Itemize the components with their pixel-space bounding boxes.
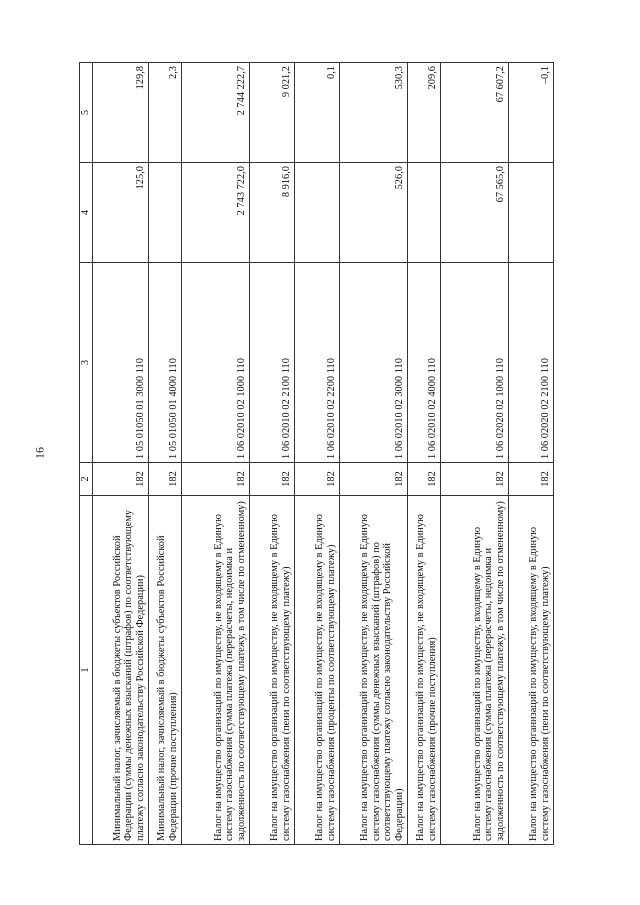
cell-admin: 182 bbox=[407, 463, 440, 496]
cell-name: Налог на имущество организаций по имуществу, не входящему в Единую систему газоснабжения (сумма платежа (перерасчеты, недоимка и задолженность по соответствующему платежу, в том числе по отмененному) bbox=[181, 496, 249, 845]
cell-code: 1 06 02020 02 1000 110 bbox=[440, 263, 508, 463]
cell-plan: 8 916,0 bbox=[249, 163, 294, 263]
cell-fact: 2 744 222,7 bbox=[181, 63, 249, 163]
cell-admin: 182 bbox=[440, 463, 508, 496]
cell-code: 1 05 01050 01 3000 110 bbox=[92, 263, 148, 463]
cell-code: 1 06 02010 02 4000 110 bbox=[407, 263, 440, 463]
table-row bbox=[339, 63, 407, 845]
cell-fact: 67 607,2 bbox=[440, 63, 508, 163]
table-header-row bbox=[80, 63, 93, 845]
cell-fact: 9 021,2 bbox=[249, 63, 294, 163]
revenue-table bbox=[79, 62, 554, 845]
table-row bbox=[407, 63, 440, 845]
cell-admin: 182 bbox=[181, 463, 249, 496]
cell-plan bbox=[294, 163, 339, 263]
cell-fact: 129,8 bbox=[92, 63, 148, 163]
cell-code: 1 06 02010 02 3000 110 bbox=[339, 263, 407, 463]
cell-name: Налог на имущество организаций по имуществу, входящему в Единую систему газоснабжения (пени по соответствующему платежу) bbox=[508, 496, 553, 845]
cell-name: Налог на имущество организаций по имуществу, не входящему в Единую систему газоснабжения (суммы денежных взысканий (штрафов) по соответствующему платежу согласно законодательству Российской Федерации) bbox=[339, 496, 407, 845]
table-row bbox=[92, 63, 148, 845]
header-col-3: 3 bbox=[80, 263, 93, 463]
rotated-table-container bbox=[79, 63, 551, 845]
header-col-1: 1 bbox=[80, 496, 93, 845]
cell-admin: 182 bbox=[92, 463, 148, 496]
cell-name: Налог на имущество организаций по имуществу, не входящему в Единую систему газоснабжения (проценты по соответствующему платежу) bbox=[294, 496, 339, 845]
cell-admin: 182 bbox=[148, 463, 181, 496]
cell-name: Налог на имущество организаций по имуществу, не входящему в Единую систему газоснабжения (пени по соответствующему платежу) bbox=[249, 496, 294, 845]
table-row bbox=[249, 63, 294, 845]
cell-plan: 526,0 bbox=[339, 163, 407, 263]
table-row bbox=[181, 63, 249, 845]
cell-name: Налог на имущество организаций по имуществу, входящему в Единую систему газоснабжения (сумма платежа (перерасчеты, недоимка и задолженность по соответствующему платежу, в том числе по отмененному) bbox=[440, 496, 508, 845]
cell-code: 1 06 02010 02 1000 110 bbox=[181, 263, 249, 463]
cell-code: 1 05 01050 01 4000 110 bbox=[148, 263, 181, 463]
header-col-5: 5 bbox=[80, 63, 93, 163]
cell-fact: 209,6 bbox=[407, 63, 440, 163]
cell-plan: 125,0 bbox=[92, 163, 148, 263]
cell-admin: 182 bbox=[294, 463, 339, 496]
cell-name: Налог на имущество организаций по имуществу, не входящему в Единую систему газоснабжения (прочие поступления) bbox=[407, 496, 440, 845]
cell-plan bbox=[148, 163, 181, 263]
cell-plan: 67 565,0 bbox=[440, 163, 508, 263]
table-row bbox=[440, 63, 508, 845]
cell-plan bbox=[508, 163, 553, 263]
cell-code: 1 06 02010 02 2200 110 bbox=[294, 263, 339, 463]
cell-fact: 0,1 bbox=[294, 63, 339, 163]
header-col-2: 2 bbox=[80, 463, 93, 496]
cell-fact: 2,3 bbox=[148, 63, 181, 163]
cell-name: Минимальный налог, зачисляемый в бюджеты субъектов Российской Федерации (прочие поступления) bbox=[148, 496, 181, 845]
cell-fact: –0,1 bbox=[508, 63, 553, 163]
table-row bbox=[508, 63, 553, 845]
cell-fact: 530,3 bbox=[339, 63, 407, 163]
cell-admin: 182 bbox=[249, 463, 294, 496]
table-row bbox=[294, 63, 339, 845]
page-number: 16 bbox=[32, 447, 47, 459]
cell-code: 1 06 02010 02 2100 110 bbox=[249, 263, 294, 463]
header-col-4: 4 bbox=[80, 163, 93, 263]
cell-admin: 182 bbox=[508, 463, 553, 496]
cell-name: Минимальный налог, зачисляемый в бюджеты субъектов Российской Федерации (суммы денежных взысканий (штрафов) по соответствующему платежу согласно законодательству Российской Федерации) bbox=[92, 496, 148, 845]
cell-plan: 2 743 722,0 bbox=[181, 163, 249, 263]
cell-plan bbox=[407, 163, 440, 263]
cell-code: 1 06 02020 02 2100 110 bbox=[508, 263, 553, 463]
cell-admin: 182 bbox=[339, 463, 407, 496]
table-row bbox=[148, 63, 181, 845]
